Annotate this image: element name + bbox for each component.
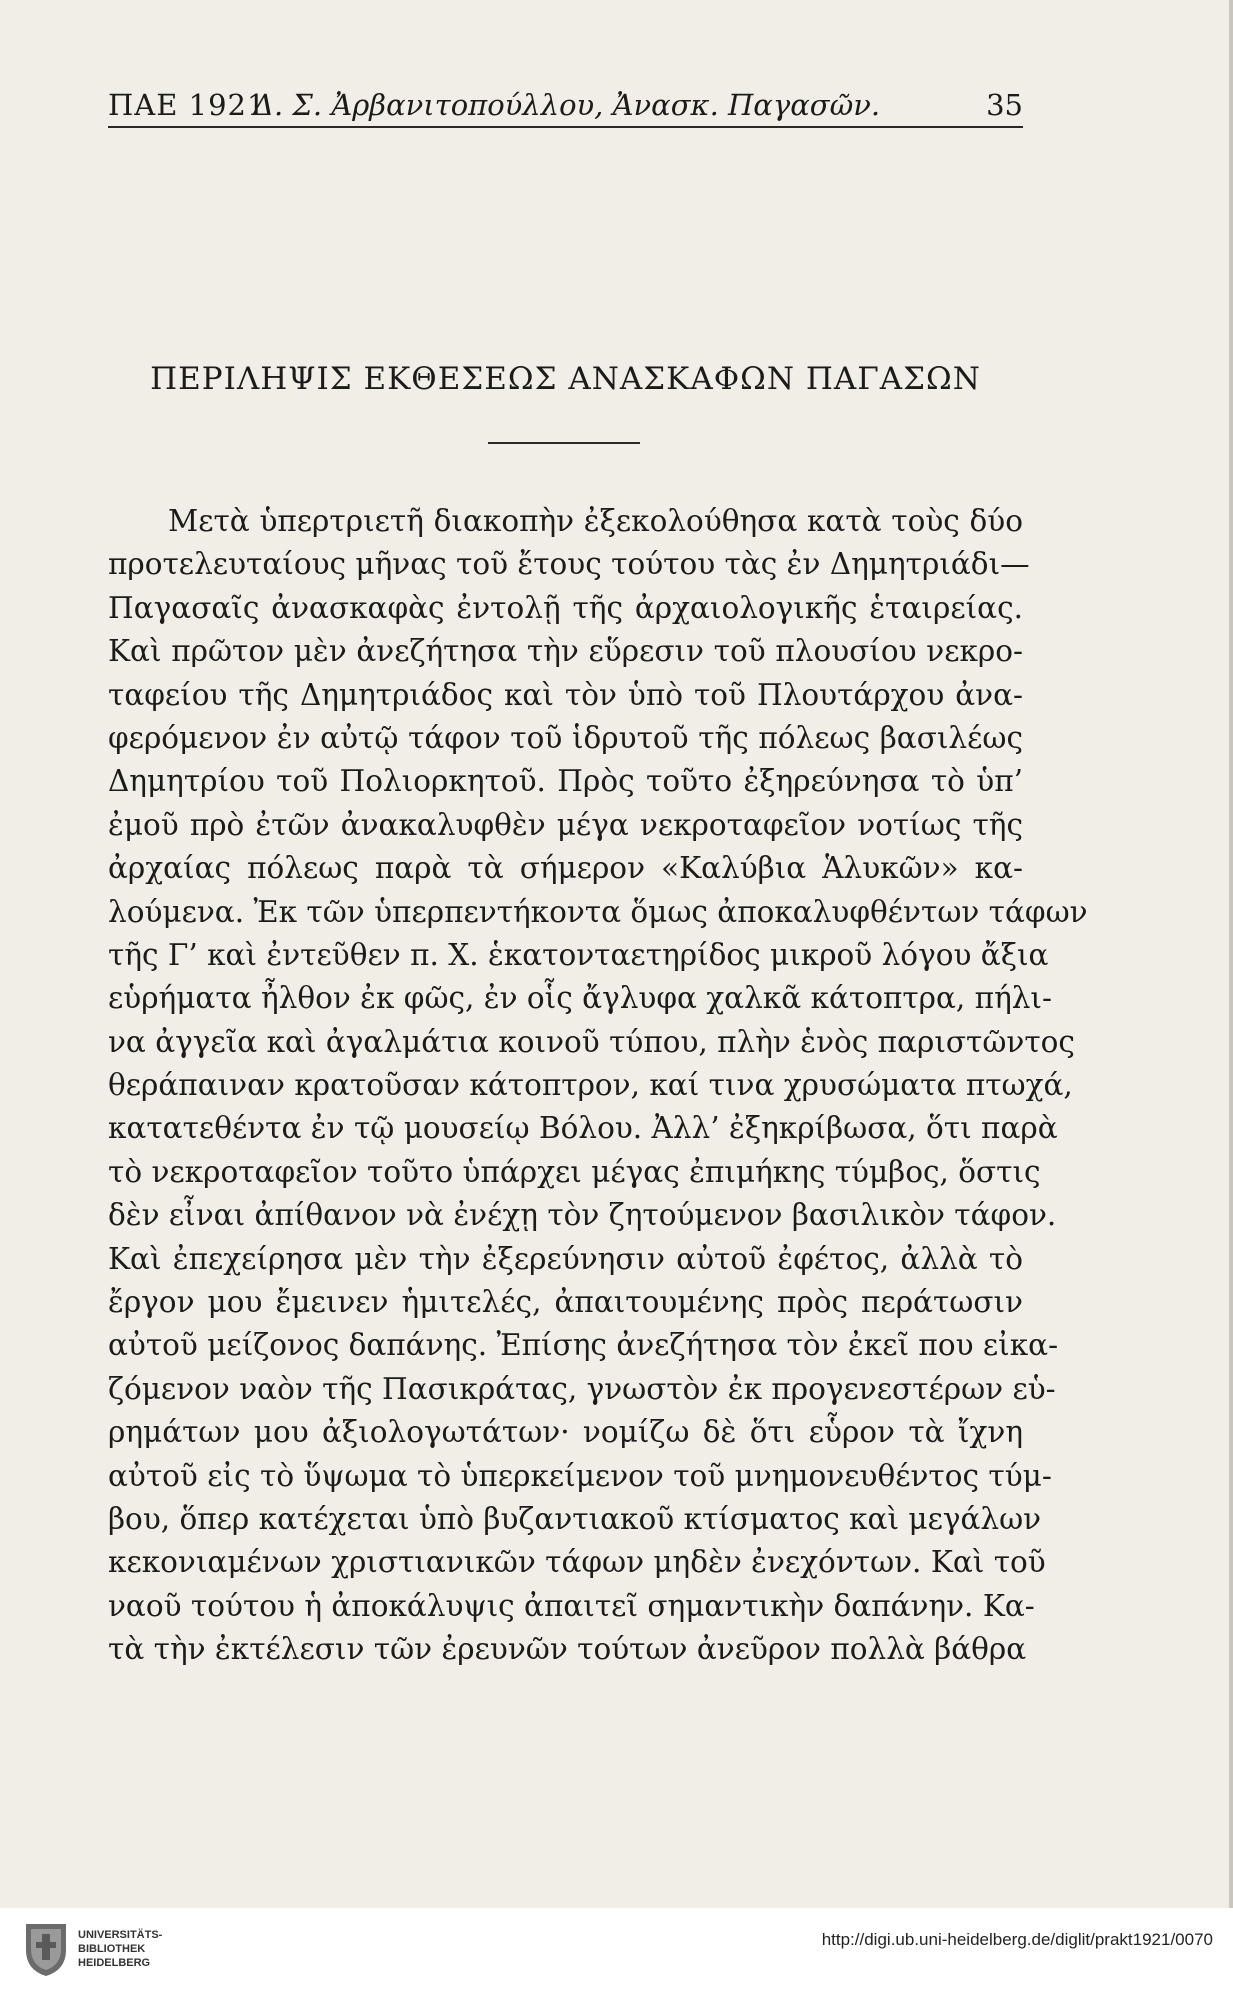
text-line: τὸ νεκροταφεῖον τοῦτο ὑπάρχει μέγας ἐπιμήκης τύμβος, ὅστις	[108, 1154, 1041, 1189]
text-line: Μετὰ ὑπερτριετῆ διακοπὴν ἐξεκολούθησα κατὰ τοὺς δύο	[168, 504, 1023, 538]
text-line: Παγασαῖς ἀνασκαφὰς ἐντολῇ τῆς ἀρχαιολογικῆς ἑταιρείας.	[108, 590, 1023, 625]
text-line: τῆς Γ’ καὶ ἐντεῦθεν π. Χ. ἑκατονταετηρίδος μικροῦ λόγου ἄξια	[108, 937, 1049, 972]
text-line: ἐμοῦ πρὸ ἐτῶν ἀνακαλυφθὲν μέγα νεκροταφεῖον νοτίως τῆς	[108, 807, 1023, 842]
body-text	[108, 500, 1088, 1672]
header-rule	[108, 126, 1023, 128]
text-line: εὑρήματα ἦλθον ἐκ φῶς, ἐν οἷς ἄγλυφα χαλκᾶ κάτοπτρα, πήλι-	[108, 981, 1052, 1016]
library-name	[78, 1928, 162, 1970]
page-number: 35	[986, 88, 1023, 122]
text-line: λούμενα. Ἐκ τῶν ὑπερπεντήκοντα ὅμως ἀποκαλυφθέντων τάφων	[108, 894, 1088, 929]
text-line: Καὶ ἐπεχείρησα μὲν τὴν ἐξερεύνησιν αὐτοῦ ἐφέτος, ἀλλὰ τὸ	[108, 1241, 1023, 1276]
text-line: ρημάτων μου ἀξιολογωτάτων· νομίζω δὲ ὅτι εὗρον τὰ ἴχνη	[108, 1415, 1023, 1450]
text-line: Καὶ πρῶτον μὲν ἀνεζήτησα τὴν εὕρεσιν τοῦ πλουσίου νεκρο-	[108, 634, 1023, 669]
text-line: αὐτοῦ εἰς τὸ ὕψωμα τὸ ὑπερκείμενον τοῦ μνημονευθέντος τύμ-	[108, 1458, 1052, 1493]
text-line: δὲν εἶναι ἀπίθανον νὰ ἐνέχῃ τὸν ζητούμενον βασιλικὸν τάφον.	[108, 1198, 1057, 1233]
header-journal: ΠΑΕ 1921	[108, 88, 267, 122]
article-title: ΠΕΡΙΛΗΨΙΣ ΕΚΘΕΣΕΩΣ ΑΝΑΣΚΑΦΩΝ ΠΑΓΑΣΩΝ	[150, 361, 981, 397]
running-header	[108, 84, 1023, 128]
text-line: φερόμενον ἐν αὐτῷ τάφον τοῦ ἱδρυτοῦ τῆς πόλεως βασιλέως	[108, 720, 1023, 755]
text-line: ἔργον μου ἔμεινεν ἡμιτελές, ἀπαιτουμένης πρὸς περάτωσιν	[108, 1285, 1023, 1320]
text-line: ζόμενον ναὸν τῆς Πασικράτας, γνωστὸν ἐκ προγενεστέρων εὑ-	[108, 1371, 1056, 1406]
text-line: ἀρχαίας πόλεως παρὰ τὰ σήμερον «Καλύβια Ἁλυκῶν» κα-	[108, 851, 1023, 886]
source-url-link[interactable]: http://digi.ub.uni-heidelberg.de/diglit/prakt1921/0070	[821, 1930, 1213, 1949]
university-seal-icon	[22, 1920, 70, 1978]
footer-bar	[0, 1908, 1233, 1991]
library-name-line: UNIVERSITÄTS-	[78, 1929, 163, 1941]
page-edge	[1229, 0, 1233, 1908]
text-line: να ἀγγεῖα καὶ ἀγαλμάτια κοινοῦ τύπου, πλὴν ἑνὸς παριστῶντος	[108, 1024, 1075, 1059]
text-line: προτελευταίους μῆνας τοῦ ἔτους τούτου τὰς ἐν Δημητριάδι—	[108, 547, 1030, 582]
library-name-line: BIBLIOTHEK	[78, 1943, 146, 1955]
header-author-title: Δ. Σ. Ἀρβανιτοπούλλου, Ἀνασκ. Παγασῶν.	[253, 88, 881, 122]
text-line: τὰ τὴν ἐκτέλεσιν τῶν ἐρευνῶν τούτων ἀνεῦρον πολλὰ βάθρα	[108, 1632, 1027, 1667]
text-line: αὐτοῦ μείζονος δαπάνης. Ἐπίσης ἀνεζήτησα τὸν ἐκεῖ που εἰκα-	[108, 1328, 1059, 1363]
text-line: ναοῦ τούτου ἡ ἀποκάλυψις ἀπαιτεῖ σημαντικὴν δαπάνην. Κα-	[108, 1588, 1035, 1623]
text-line: Δημητρίου τοῦ Πολιορκητοῦ. Πρὸς τοῦτο ἐξηρεύνησα τὸ ὑπ’	[108, 764, 1023, 799]
title-divider	[488, 442, 640, 444]
library-name-line: HEIDELBERG	[78, 1957, 151, 1969]
text-line: βου, ὅπερ κατέχεται ὑπὸ βυζαντιακοῦ κτίσματος καὶ μεγάλων	[108, 1501, 1042, 1536]
text-line: κεκονιαμένων χριστιανικῶν τάφων μηδὲν ἐνεχόντων. Καὶ τοῦ	[108, 1545, 1046, 1580]
text-line: κατατεθέντα ἐν τῷ μουσείῳ Βόλου. Ἀλλ’ ἐξηκρίβωσα, ὅτι παρὰ	[108, 1111, 1058, 1146]
text-line: θεράπαιναν κρατοῦσαν κάτοπτρον, καί τινα χρυσώματα πτωχά,	[108, 1068, 1073, 1103]
text-line: ταφείου τῆς Δημητριάδος καὶ τὸν ὑπὸ τοῦ Πλουτάρχου ἀνα-	[108, 677, 1023, 712]
